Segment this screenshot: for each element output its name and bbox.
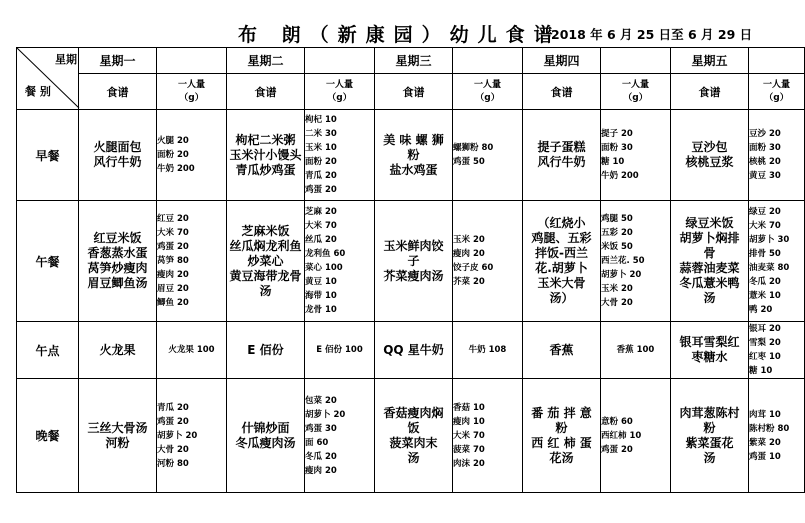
dish-name: 眉豆鲫鱼汤: [87, 276, 148, 290]
ingredient-amount: 西红柿 10: [601, 430, 642, 441]
quantity-header-label: 一人量: [177, 79, 205, 90]
ingredient-amount: 牛奶 200: [157, 164, 195, 174]
quantity-unit-label: （g）: [623, 92, 648, 103]
menu-title-bar: [0, 20, 785, 46]
dish-cell: [523, 379, 601, 493]
weekly-menu-table: [16, 47, 805, 493]
dish-name: 玉米汁小馒头: [229, 147, 302, 162]
ingredient-amount: 玉米 20: [453, 235, 485, 245]
ingredient-amount: 海带 10: [305, 291, 337, 301]
quantity-cell: [453, 110, 523, 201]
ingredient-amount: 胡萝卜 20: [157, 430, 198, 441]
ingredient-amount: 鸡蛋 20: [305, 185, 337, 195]
ingredient-amount: 鸡蛋 20: [157, 416, 189, 427]
ingredient-amount: 冬瓜 20: [305, 451, 337, 462]
quantity-unit-label: （g）: [327, 92, 352, 103]
ingredient-amount: 河粉 80: [157, 458, 189, 469]
dish-name: 汤）: [549, 291, 574, 305]
dish-name: 风行牛奶: [93, 155, 142, 169]
dish-name: 子: [407, 253, 420, 268]
ingredient-amount: 肉沫 20: [453, 458, 485, 469]
dish-cell: [227, 110, 305, 201]
meal-label: 晚餐: [17, 379, 79, 493]
ingredient-amount: 鸡蛋 30: [305, 423, 337, 434]
blank-cell: [601, 48, 671, 74]
ingredient-amount: 包菜 20: [305, 395, 337, 406]
meal-label: 午点: [17, 322, 79, 379]
dish-name: 骨: [703, 246, 716, 260]
ingredient-amount: 面粉 20: [305, 157, 337, 167]
ingredient-amount: 玉米 10: [305, 143, 337, 153]
dish-name: 冬瓜薏米鸭: [679, 276, 740, 290]
dish-name: 鸡腿、五彩: [531, 231, 592, 245]
dish-cell: [523, 110, 601, 201]
dish-name: 汤: [407, 450, 420, 465]
dish-cell: [671, 379, 749, 493]
dish-column-header: 食谱: [375, 74, 453, 110]
dish-name: 粉: [407, 147, 420, 162]
ingredient-amount: 大骨 20: [601, 298, 633, 308]
dish-cell: [671, 110, 749, 201]
day-header: 星期四: [523, 48, 601, 74]
ingredient-amount: 大米 70: [749, 221, 781, 231]
dish-cell: [227, 201, 305, 322]
dish-name: 汤: [259, 283, 272, 298]
dish-cell: [79, 379, 157, 493]
ingredient-amount: E 佰份 100: [316, 345, 363, 355]
dish-name: 枸杞二米粥: [235, 132, 296, 147]
day-header-row: [17, 48, 805, 74]
ingredient-amount: 瘦肉 10: [453, 416, 485, 427]
quantity-column-header: [601, 74, 671, 110]
ingredient-amount: 肉茸 10: [749, 409, 781, 420]
quantity-cell: [157, 110, 227, 201]
quantity-header-label: 一人量: [762, 79, 790, 90]
dish-cell: [79, 201, 157, 322]
ingredient-amount: 莴笋 80: [157, 256, 189, 266]
quantity-unit-label: （g）: [764, 92, 789, 103]
quantity-cell: [601, 322, 671, 379]
quantity-header-label: 一人量: [473, 79, 501, 90]
ingredient-amount: 鸡腿 50: [601, 214, 633, 224]
corner-meal-label: 餐 别: [25, 85, 51, 98]
ingredient-amount: 排骨 50: [749, 249, 781, 259]
quantity-header-label: 一人量: [621, 79, 649, 90]
dish-name: 绿豆米饭: [685, 216, 734, 230]
ingredient-amount: 大米 70: [453, 430, 485, 441]
quantity-cell: [601, 201, 671, 322]
ingredient-amount: 二米 30: [305, 129, 337, 139]
quantity-cell: [157, 201, 227, 322]
ingredient-amount: 大米 70: [305, 221, 337, 231]
quantity-cell: [305, 322, 375, 379]
day-header: 星期一: [79, 48, 157, 74]
dish-name: 蒜蓉油麦菜: [679, 261, 740, 275]
dish-cell: [375, 110, 453, 201]
ingredient-amount: 冬瓜 20: [749, 277, 781, 287]
quantity-header-label: 一人量: [325, 79, 353, 90]
ingredient-amount: 黄豆 10: [305, 277, 337, 287]
dish-name: 香菇瘦肉焖: [383, 405, 444, 420]
quantity-cell: [453, 322, 523, 379]
dish-name: 汤: [703, 291, 716, 305]
ingredient-amount: 香蕉 100: [616, 345, 655, 355]
dish-name: 花汤: [549, 450, 574, 465]
dish-name: 冬瓜瘦肉汤: [235, 435, 296, 450]
dish-name: 拌饭-西兰: [535, 246, 588, 260]
ingredient-amount: 核桃 20: [749, 157, 781, 167]
dish-name: 提子蛋糕: [537, 140, 586, 154]
ingredient-amount: 鸡蛋 20: [157, 242, 189, 252]
dish-name: 枣糖水: [691, 350, 728, 364]
ingredient-amount: 香菇 10: [453, 402, 485, 413]
dish-name: E 佰份: [247, 342, 284, 357]
dish-name: 核桃豆浆: [685, 155, 734, 169]
ingredient-amount: 火龙果 100: [168, 345, 215, 355]
ingredient-amount: 牛奶 108: [468, 345, 507, 355]
ingredient-amount: 饺子皮 60: [453, 263, 494, 273]
dish-name: 粉: [703, 420, 716, 435]
ingredient-amount: 鸭 20: [749, 305, 773, 315]
dish-cell: [523, 201, 601, 322]
ingredient-amount: 鸡蛋 50: [453, 157, 485, 167]
dish-cell: [523, 322, 601, 379]
quantity-column-header: [305, 74, 375, 110]
dish-name: 香葱蒸水蛋: [87, 246, 148, 260]
ingredient-amount: 绿豆 20: [749, 207, 781, 217]
ingredient-amount: 青瓜 20: [305, 171, 337, 181]
quantity-cell: [601, 379, 671, 493]
ingredient-amount: 鸡蛋 10: [749, 451, 781, 462]
ingredient-amount: 鲫鱼 20: [157, 298, 189, 308]
dish-name: 莴笋炒瘦肉: [87, 261, 148, 275]
dish-name: 玉米鲜肉饺: [383, 238, 444, 253]
ingredient-amount: 糖 10: [749, 366, 773, 376]
dish-column-header: 食谱: [523, 74, 601, 110]
meal-row-dinner: [17, 379, 805, 493]
quantity-cell: [749, 110, 805, 201]
blank-cell: [157, 48, 227, 74]
dish-cell: [227, 379, 305, 493]
dish-cell: [375, 201, 453, 322]
blank-cell: [305, 48, 375, 74]
ingredient-amount: 瘦肉 20: [453, 249, 485, 259]
dish-column-header: 食谱: [671, 74, 749, 110]
dish-cell: [227, 322, 305, 379]
ingredient-amount: 油麦菜 80: [749, 263, 790, 273]
ingredient-amount: 意粉 60: [601, 416, 633, 427]
ingredient-amount: 薏米 10: [749, 291, 781, 301]
ingredient-amount: 眉豆 20: [157, 284, 189, 294]
ingredient-amount: 瘦肉 20: [157, 270, 189, 280]
dish-name: 粉: [555, 420, 568, 435]
ingredient-amount: 菠菜 70: [453, 444, 485, 455]
dish-name: 黄豆海带龙骨: [229, 268, 302, 283]
ingredient-amount: 西兰花. 50: [601, 256, 645, 266]
dish-name: （红烧小: [537, 216, 586, 230]
meal-row-breakfast: [17, 110, 805, 201]
ingredient-amount: 黄豆 30: [749, 171, 781, 181]
dish-cell: [671, 322, 749, 379]
quantity-unit-label: （g）: [179, 92, 204, 103]
ingredient-amount: 胡萝卜 30: [749, 235, 790, 245]
dish-name: 火腿面包: [93, 140, 142, 154]
column-header-row: [17, 74, 805, 110]
meal-label: 早餐: [17, 110, 79, 201]
quantity-cell: [749, 379, 805, 493]
day-header: 星期二: [227, 48, 305, 74]
blank-cell: [453, 48, 523, 74]
dish-name: 盐水鸡蛋: [389, 162, 438, 177]
ingredient-amount: 龙利鱼 60: [305, 249, 346, 259]
quantity-cell: [749, 322, 805, 379]
dish-cell: [79, 110, 157, 201]
dish-name: 银耳雪梨红: [679, 335, 740, 349]
day-header: 星期五: [671, 48, 749, 74]
dish-name: 紫菜蛋花: [685, 435, 734, 450]
ingredient-amount: 胡萝卜 20: [601, 270, 642, 280]
dish-name: 汤: [703, 450, 716, 465]
ingredient-amount: 提子 20: [601, 129, 633, 139]
ingredient-amount: 瘦肉 20: [305, 465, 337, 476]
dish-name: 番 茄 拌 意: [531, 405, 592, 420]
ingredient-amount: 芝麻 20: [305, 207, 337, 217]
dish-name: 三丝大骨汤: [87, 420, 148, 435]
dish-name: 菠菜肉末: [389, 435, 438, 450]
dish-name: 玉米大骨: [537, 276, 586, 290]
quantity-cell: [157, 379, 227, 493]
dish-column-header: 食谱: [79, 74, 157, 110]
dish-name: 胡萝卜焖排: [679, 231, 740, 245]
dish-name: 花.胡萝卜: [535, 261, 588, 275]
dish-cell: [375, 322, 453, 379]
dish-name: 河粉: [105, 435, 130, 450]
dish-cell: [79, 322, 157, 379]
blank-cell: [749, 48, 805, 74]
quantity-unit-label: （g）: [475, 92, 500, 103]
ingredient-amount: 红枣 10: [749, 352, 781, 362]
dish-name: 芥菜瘦肉汤: [383, 268, 444, 283]
ingredient-amount: 青瓜 20: [157, 402, 189, 413]
ingredient-amount: 螺狮粉 80: [453, 143, 494, 153]
day-header: 星期三: [375, 48, 453, 74]
dish-name: 炒菜心: [247, 253, 284, 268]
ingredient-amount: 雪梨 20: [749, 338, 781, 348]
dish-name: 香蕉: [549, 342, 574, 357]
ingredient-amount: 鸡蛋 20: [601, 444, 633, 455]
dish-name: 火龙果: [99, 342, 136, 357]
quantity-cell: [453, 201, 523, 322]
ingredient-amount: 芥菜 20: [453, 277, 485, 287]
ingredient-amount: 大米 70: [157, 228, 189, 238]
dish-cell: [375, 379, 453, 493]
dish-name: 芝麻米饭: [241, 223, 290, 238]
ingredient-amount: 龙骨 10: [305, 305, 337, 315]
dish-column-header: 食谱: [227, 74, 305, 110]
quantity-cell: [453, 379, 523, 493]
ingredient-amount: 牛奶 200: [601, 171, 639, 181]
dish-name: 什锦炒面: [241, 420, 290, 435]
dish-name: QQ 星牛奶: [383, 342, 444, 357]
ingredient-amount: 红豆 20: [157, 214, 189, 224]
dish-name: 风行牛奶: [537, 155, 586, 169]
ingredient-amount: 大骨 20: [157, 444, 189, 455]
ingredient-amount: 菜心 100: [305, 263, 343, 273]
quantity-column-header: [157, 74, 227, 110]
corner-day-label: 星期: [55, 53, 77, 66]
quantity-cell: [749, 201, 805, 322]
ingredient-amount: 玉米 20: [601, 284, 633, 294]
dish-name: 红豆米饭: [93, 231, 142, 245]
meal-row-lunch: [17, 201, 805, 322]
quantity-column-header: [749, 74, 805, 110]
ingredient-amount: 糖 10: [601, 157, 625, 167]
quantity-cell: [305, 110, 375, 201]
date-range: 2018 年 6 月 25 日至 6 月 29 日: [551, 27, 753, 42]
ingredient-amount: 面粉 30: [601, 143, 633, 153]
ingredient-amount: 陈村粉 80: [749, 423, 790, 434]
quantity-cell: [305, 201, 375, 322]
ingredient-amount: 面 60: [305, 437, 329, 448]
ingredient-amount: 紫菜 20: [749, 437, 781, 448]
quantity-cell: [305, 379, 375, 493]
meal-row-snack: [17, 322, 805, 379]
dish-name: 丝瓜焖龙利鱼: [229, 238, 302, 253]
ingredient-amount: 火腿 20: [157, 136, 189, 146]
dish-name: 美 味 螺 狮: [383, 132, 444, 147]
meal-label: 午餐: [17, 201, 79, 322]
ingredient-amount: 胡萝卜 20: [305, 409, 346, 420]
dish-name: 西 红 柿 蛋: [531, 435, 592, 450]
corner-cell: [17, 48, 79, 110]
ingredient-amount: 丝瓜 20: [305, 235, 337, 245]
ingredient-amount: 米饭 50: [601, 242, 633, 252]
dish-cell: [671, 201, 749, 322]
quantity-cell: [157, 322, 227, 379]
ingredient-amount: 豆沙 20: [749, 129, 781, 139]
dish-name: 青瓜炒鸡蛋: [235, 162, 296, 177]
dish-name: 豆沙包: [691, 140, 728, 154]
ingredient-amount: 枸杞 10: [305, 115, 337, 125]
menu-title: 布 朗（新康园）幼儿食谱: [238, 24, 562, 46]
dish-name: 肉茸葱陈村: [679, 405, 740, 420]
quantity-cell: [601, 110, 671, 201]
dish-name: 饭: [407, 420, 420, 435]
ingredient-amount: 面粉 30: [749, 143, 781, 153]
ingredient-amount: 银耳 20: [749, 324, 781, 334]
ingredient-amount: 五彩 20: [601, 228, 633, 238]
ingredient-amount: 面粉 20: [157, 150, 189, 160]
quantity-column-header: [453, 74, 523, 110]
